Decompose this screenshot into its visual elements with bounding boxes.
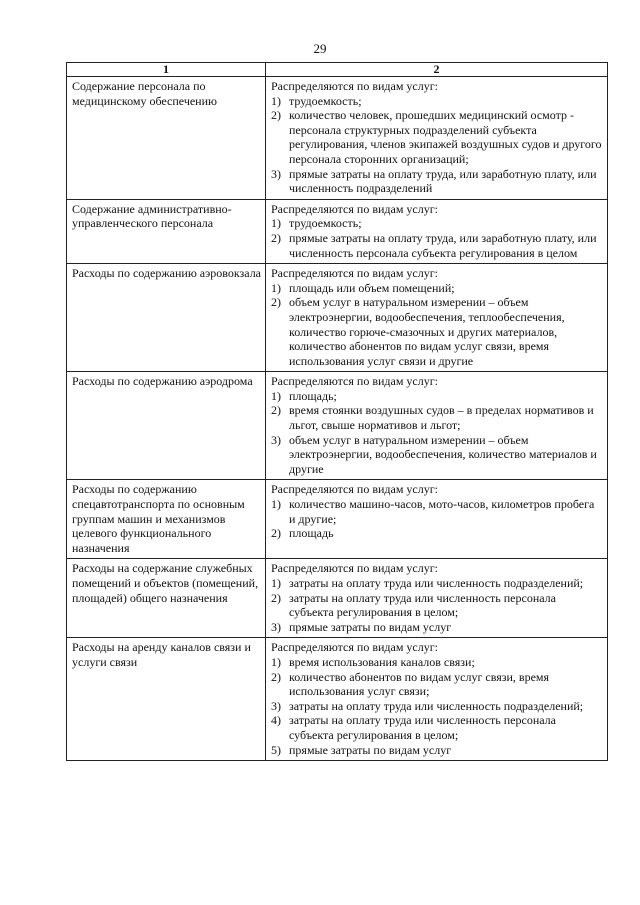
cost-item-name: Расходы по содержанию спецавтотранспорта по основным группам машин и механизмов целевого функционального назначения	[67, 480, 266, 559]
list-item-text: время использования каналов связи;	[289, 654, 475, 669]
list-item	[271, 576, 603, 591]
page-number: 29	[313, 41, 327, 56]
list-item	[271, 433, 603, 477]
allocation-list	[271, 497, 603, 541]
table-row	[67, 480, 608, 559]
allocation-list	[271, 216, 603, 260]
list-item-text: количество машино-часов, мото-часов, километров пробега и другие;	[289, 497, 595, 526]
table-body	[67, 77, 608, 761]
list-item-number: 3)	[271, 166, 281, 181]
list-item-number: 2)	[271, 526, 281, 541]
allocation-intro: Распределяются по видам услуг:	[271, 482, 439, 497]
allocation-list	[271, 281, 603, 369]
table-row	[67, 199, 608, 263]
list-item-number: 2)	[271, 590, 281, 605]
list-item-number: 2)	[271, 669, 281, 684]
list-item-text: трудоемкость;	[289, 93, 362, 108]
list-item	[271, 526, 603, 541]
list-item	[271, 743, 603, 758]
list-item-text: трудоемкость;	[289, 216, 362, 231]
list-item-text: площадь или объем помещений;	[289, 280, 455, 295]
list-item	[271, 699, 603, 714]
allocation-intro: Распределяются по видам услуг:	[271, 201, 439, 216]
list-item	[271, 167, 603, 196]
list-item-text: прямые затраты по видам услуг	[289, 742, 452, 757]
allocation-intro: Распределяются по видам услуг:	[271, 266, 439, 281]
list-item-number: 2)	[271, 230, 281, 245]
list-item	[271, 295, 603, 368]
list-item	[271, 655, 603, 670]
allocation-list	[271, 576, 603, 634]
allocation-basis	[266, 77, 608, 200]
list-item-text: объем услуг в натуральном измерении – объем электроэнергии, водообеспечения, количество материалов и другие	[289, 432, 597, 476]
list-item-text: объем услуг в натуральном измерении – объем электроэнергии, водообеспечения, теплообеспечения, количество горюче-смазочных и других материалов, количество абонентов по видам услуг связи, время использования услуг связи и другие	[289, 295, 565, 368]
allocation-list	[271, 94, 603, 196]
list-item-number: 1)	[271, 216, 281, 231]
allocation-intro: Распределяются по видам услуг:	[271, 79, 439, 93]
list-item-number: 1)	[271, 497, 281, 512]
list-item	[271, 591, 603, 620]
table-row	[67, 77, 608, 200]
allocation-basis	[266, 638, 608, 761]
list-item-text: прямые затраты на оплату труда, или заработную плату, или численность подразделений	[289, 166, 597, 196]
list-item-number: 3)	[271, 619, 281, 634]
allocation-list	[271, 389, 603, 477]
list-item	[271, 670, 603, 699]
list-item-text: время стоянки воздушных судов – в пределах нормативов и льгот, свыше нормативов и льгот;	[289, 403, 594, 433]
list-item-text: количество человек, прошедших медицинский осмотр - персонала структурных подразделений субъекта регулирования, членов экипажей воздушных судов и другого персонала сторонних организаций;	[289, 108, 602, 166]
list-item-number: 1)	[271, 576, 281, 590]
table-row	[67, 638, 608, 761]
allocation-list	[271, 655, 603, 757]
allocation-intro: Распределяются по видам услуг:	[271, 640, 439, 655]
list-item-text: затраты на оплату труда или численность подразделений;	[289, 576, 584, 590]
cost-item-name: Расходы на аренду каналов связи и услуги связи	[67, 638, 266, 761]
list-item-number: 2)	[271, 295, 281, 310]
list-item-number: 5)	[271, 742, 281, 757]
cost-item-name: Содержание административно-управленческого персонала	[67, 199, 266, 263]
list-item	[271, 231, 603, 260]
list-item-text: прямые затраты по видам услуг	[289, 619, 452, 634]
list-item	[271, 281, 603, 296]
allocation-basis	[266, 372, 608, 480]
list-item-number: 2)	[271, 108, 281, 123]
table-row	[67, 264, 608, 372]
cost-item-name: Расходы на содержание служебных помещений и объектов (помещений, площадей) общего назначения	[67, 559, 266, 638]
allocation-basis	[266, 264, 608, 372]
allocation-basis	[266, 559, 608, 638]
list-item	[271, 389, 603, 404]
list-item	[271, 94, 603, 109]
list-item-number: 1)	[271, 93, 281, 108]
list-item-text: площадь;	[289, 388, 337, 403]
column-header-2: 2	[266, 63, 608, 77]
list-item-number: 3)	[271, 698, 281, 713]
allocation-basis	[266, 480, 608, 559]
allocation-intro: Распределяются по видам услуг:	[271, 561, 439, 576]
column-header-1: 1	[67, 63, 266, 77]
list-item	[271, 108, 603, 166]
cost-item-name: Расходы по содержанию аэровокзала	[67, 264, 266, 372]
allocation-intro: Распределяются по видам услуг:	[271, 374, 439, 389]
list-item	[271, 403, 603, 432]
cost-allocation-table	[66, 62, 608, 761]
list-item-text: площадь	[289, 526, 334, 541]
list-item-number: 4)	[271, 713, 281, 728]
list-item-text: затраты на оплату труда или численность подразделений;	[289, 698, 584, 713]
list-item	[271, 497, 603, 526]
cost-item-name: Содержание персонала по медицинскому обеспечению	[67, 77, 266, 200]
list-item-number: 2)	[271, 403, 281, 418]
list-item-text: прямые затраты на оплату труда, или заработную плату, или численность персонала субъекта регулирования в целом	[289, 230, 597, 260]
table-header-row	[67, 63, 608, 77]
list-item	[271, 713, 603, 742]
list-item-text: затраты на оплату труда или численность персонала субъекта регулирования в целом;	[289, 590, 556, 620]
list-item-text: количество абонентов по видам услуг связи, время использования услуг связи;	[289, 669, 550, 699]
list-item-text: затраты на оплату труда или численность персонала субъекта регулирования в целом;	[289, 713, 556, 742]
cost-item-name: Расходы по содержанию аэродрома	[67, 372, 266, 480]
list-item-number: 1)	[271, 388, 281, 403]
table-row	[67, 559, 608, 638]
allocation-basis	[266, 199, 608, 263]
list-item-number: 1)	[271, 654, 281, 669]
list-item	[271, 620, 603, 635]
list-item-number: 3)	[271, 432, 281, 447]
table-row	[67, 372, 608, 480]
list-item	[271, 216, 603, 231]
list-item-number: 1)	[271, 280, 281, 295]
